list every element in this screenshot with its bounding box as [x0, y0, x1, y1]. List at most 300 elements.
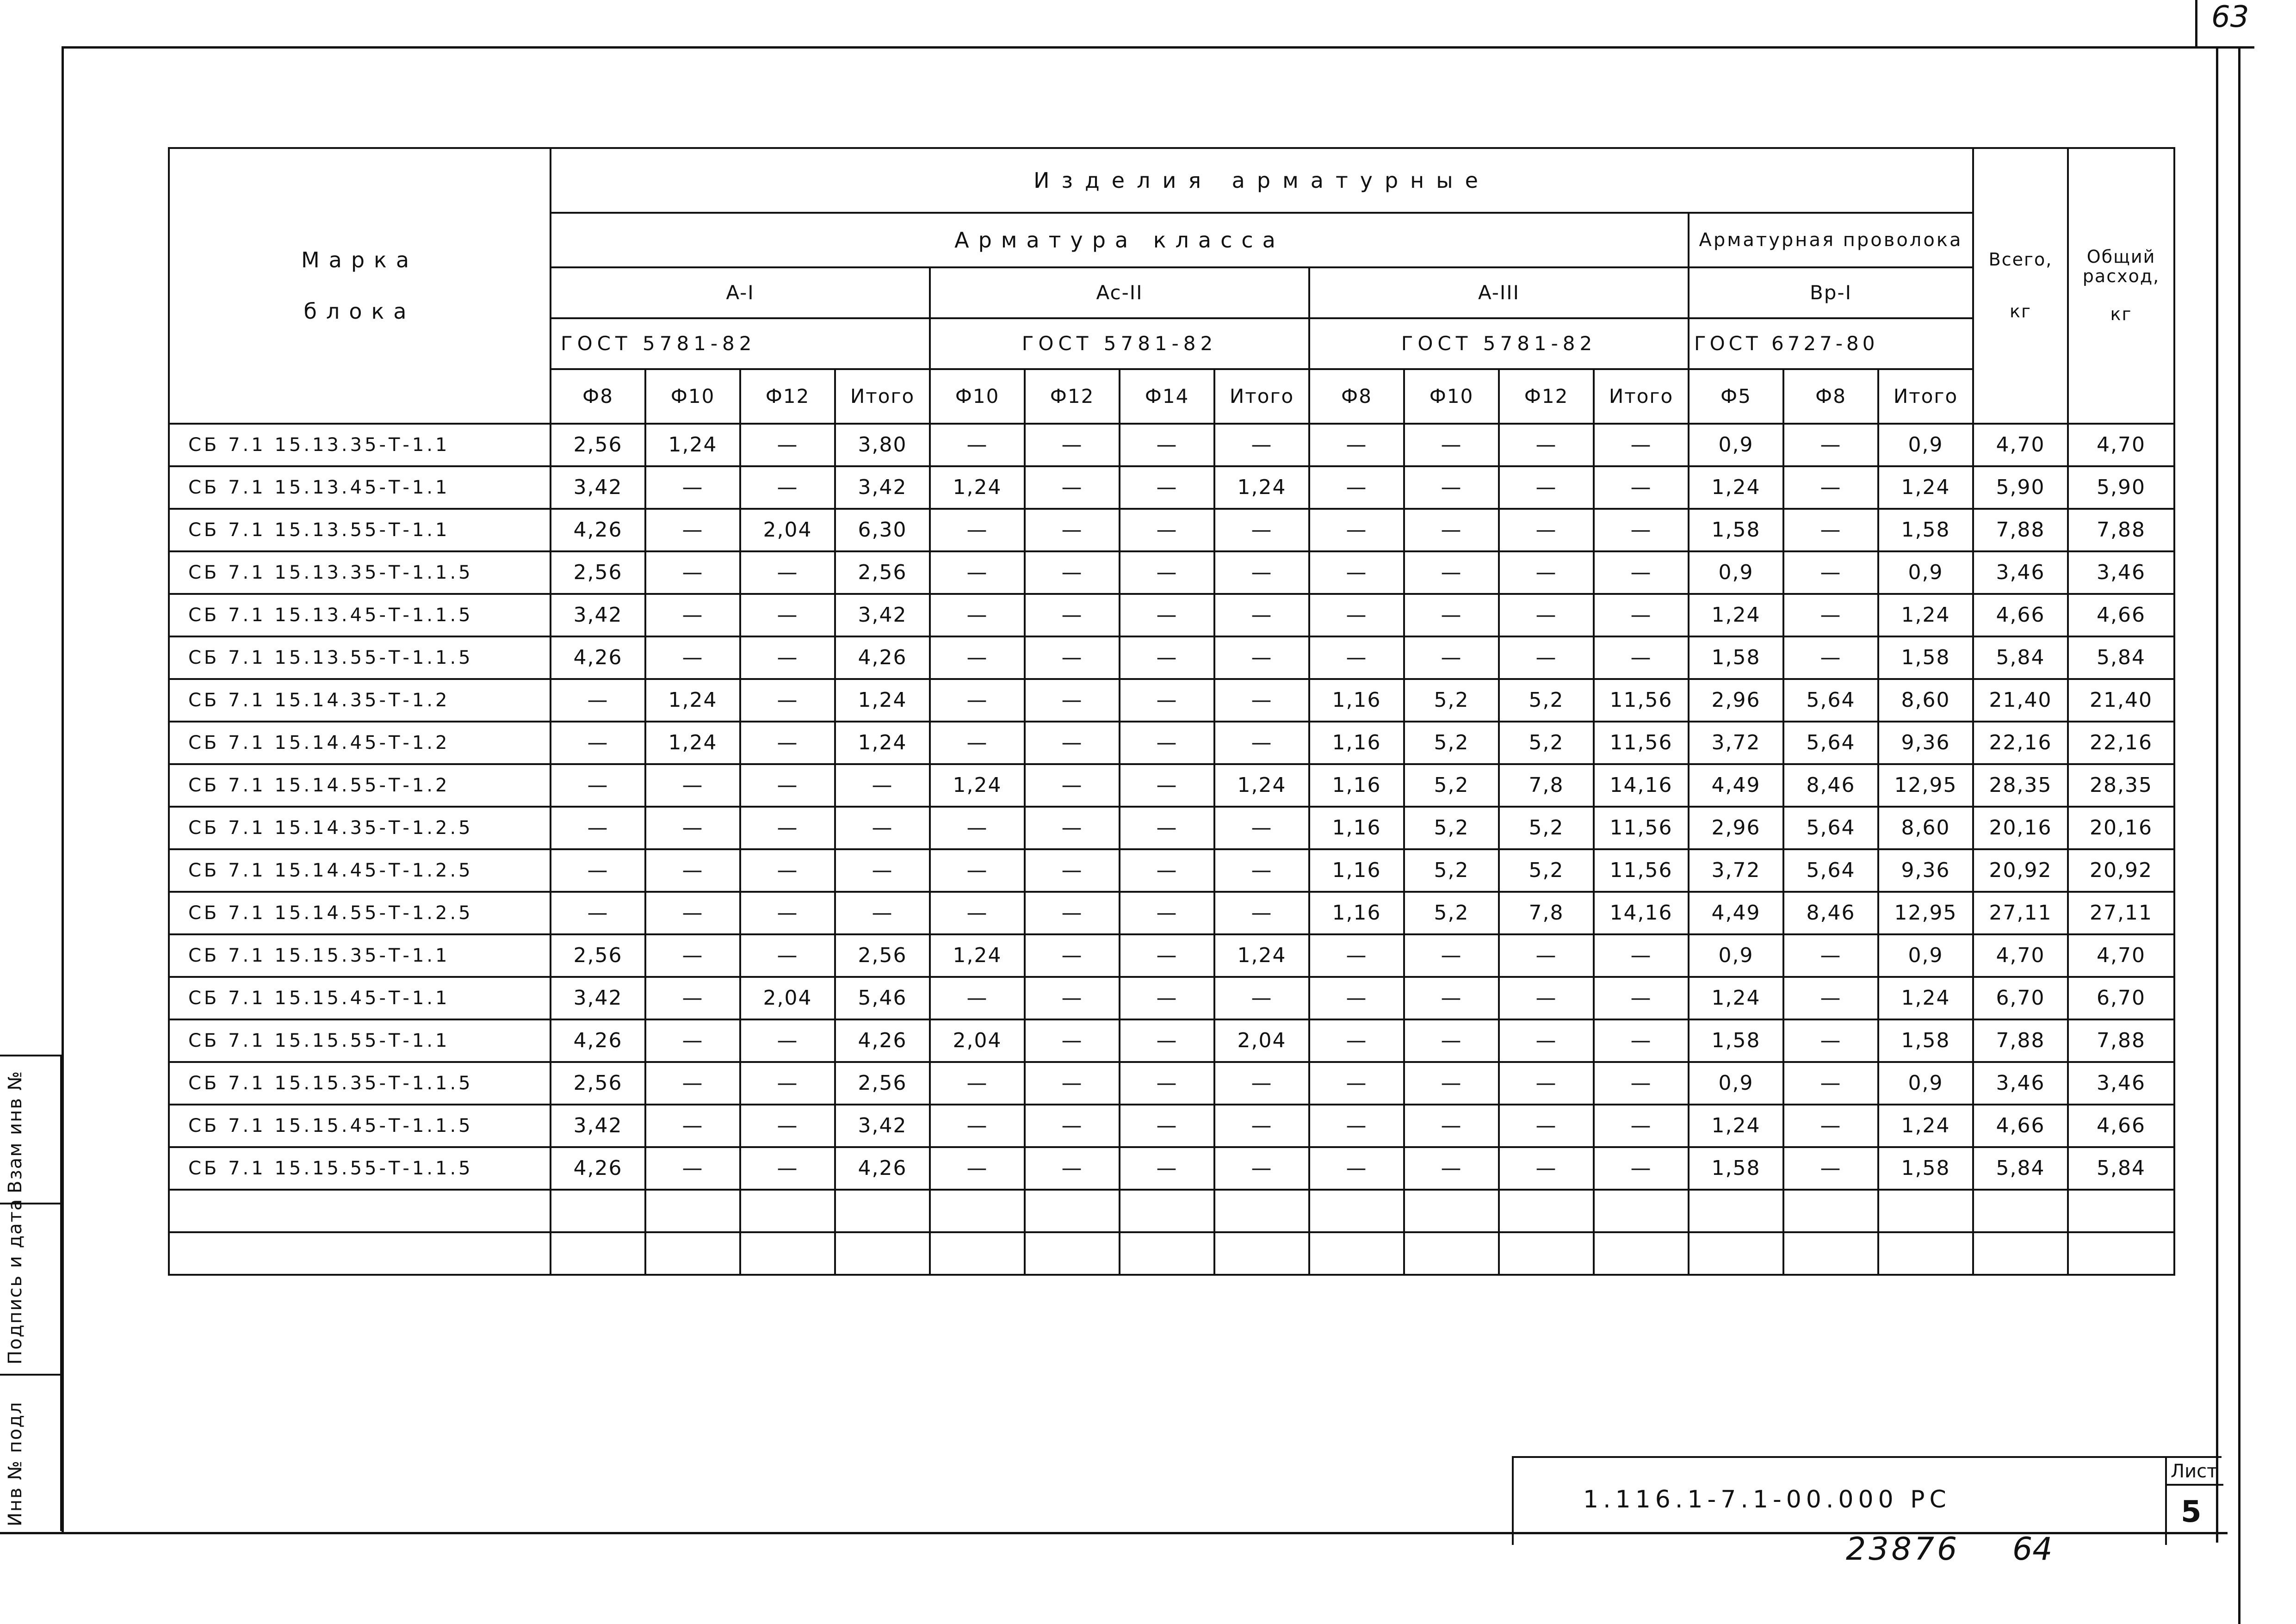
- empty-cell: [930, 1232, 1025, 1275]
- value-cell: 5,64: [1783, 722, 1878, 764]
- block-mark-cell: СБ 7.1 15.14.55-Т-1.2.5: [169, 892, 551, 934]
- value-cell: —: [1214, 807, 1309, 849]
- value-cell: —: [740, 849, 835, 892]
- empty-cell: [835, 1190, 930, 1232]
- value-cell: —: [930, 594, 1025, 636]
- value-cell: —: [1025, 466, 1120, 509]
- value-cell: 21,40: [1973, 679, 2068, 722]
- col-header: Итого: [1878, 369, 1973, 424]
- value-cell: —: [1594, 594, 1689, 636]
- block-mark-cell: СБ 7.1 15.13.45-Т-1.1: [169, 466, 551, 509]
- value-cell: —: [551, 849, 645, 892]
- value-cell: —: [1309, 424, 1404, 466]
- value-cell: —: [740, 764, 835, 807]
- value-cell: —: [1309, 551, 1404, 594]
- overall-header-unit: кг: [2110, 303, 2132, 324]
- block-mark-cell: СБ 7.1 15.14.35-Т-1.2.5: [169, 807, 551, 849]
- value-cell: 4,49: [1689, 764, 1783, 807]
- value-cell: —: [1499, 551, 1594, 594]
- value-cell: 0,9: [1878, 551, 1973, 594]
- value-cell: —: [930, 509, 1025, 551]
- value-cell: —: [645, 764, 740, 807]
- value-cell: —: [835, 764, 930, 807]
- value-cell: 1,24: [1689, 594, 1783, 636]
- value-cell: —: [1025, 1019, 1120, 1062]
- value-cell: —: [835, 892, 930, 934]
- value-cell: 1,24: [1214, 466, 1309, 509]
- group-class-a1: A-I: [551, 267, 930, 318]
- value-cell: —: [1594, 1105, 1689, 1147]
- value-cell: —: [740, 722, 835, 764]
- value-cell: 4,26: [551, 509, 645, 551]
- rebar-class-header: Арматура класса: [551, 213, 1689, 267]
- value-cell: 27,11: [1973, 892, 2068, 934]
- value-cell: —: [1025, 892, 1120, 934]
- value-cell: 4,26: [551, 636, 645, 679]
- value-cell: —: [1499, 977, 1594, 1019]
- value-cell: —: [645, 509, 740, 551]
- value-cell: 1,16: [1309, 849, 1404, 892]
- value-cell: 5,2: [1499, 807, 1594, 849]
- overall-header-label: Общий расход,: [2082, 247, 2160, 287]
- value-cell: 8,60: [1878, 807, 1973, 849]
- value-cell: —: [1594, 977, 1689, 1019]
- table-row: [169, 722, 2174, 764]
- outer-right-line: [2238, 46, 2240, 1624]
- value-cell: —: [1214, 977, 1309, 1019]
- value-cell: 5,2: [1404, 892, 1499, 934]
- group-class-ac2: Ac-II: [930, 267, 1309, 318]
- value-cell: 1,58: [1878, 1019, 1973, 1062]
- empty-cell: [1309, 1190, 1404, 1232]
- group-gost-ac2: ГОСТ 5781-82: [930, 318, 1309, 369]
- empty-cell: [1214, 1190, 1309, 1232]
- value-cell: 3,42: [551, 466, 645, 509]
- table-row: [169, 1019, 2174, 1062]
- value-cell: 5,64: [1783, 679, 1878, 722]
- value-cell: 3,72: [1689, 722, 1783, 764]
- value-cell: —: [930, 807, 1025, 849]
- value-cell: —: [1214, 636, 1309, 679]
- value-cell: —: [1783, 636, 1878, 679]
- value-cell: —: [1783, 594, 1878, 636]
- value-cell: —: [1309, 466, 1404, 509]
- value-cell: 1,24: [1214, 764, 1309, 807]
- value-cell: —: [1120, 1062, 1214, 1105]
- value-cell: —: [1120, 636, 1214, 679]
- value-cell: 4,70: [1973, 424, 2068, 466]
- value-cell: 1,16: [1309, 807, 1404, 849]
- value-cell: —: [1594, 466, 1689, 509]
- value-cell: —: [1404, 594, 1499, 636]
- value-cell: 22,16: [1973, 722, 2068, 764]
- value-cell: —: [1025, 636, 1120, 679]
- value-cell: 0,9: [1878, 1062, 1973, 1105]
- value-cell: —: [1783, 934, 1878, 977]
- value-cell: 11,56: [1594, 722, 1689, 764]
- empty-cell: [1783, 1232, 1878, 1275]
- col-header: Ф8: [1783, 369, 1878, 424]
- value-cell: 5,46: [835, 977, 930, 1019]
- value-cell: —: [1499, 1062, 1594, 1105]
- mark-header-line1: Марка: [301, 247, 419, 273]
- value-cell: 28,35: [2068, 764, 2174, 807]
- value-cell: 1,24: [835, 722, 930, 764]
- mark-header-cell: [169, 148, 551, 424]
- value-cell: —: [1499, 424, 1594, 466]
- value-cell: —: [1120, 764, 1214, 807]
- value-cell: 4,26: [551, 1147, 645, 1190]
- value-cell: —: [1499, 934, 1594, 977]
- value-cell: —: [645, 892, 740, 934]
- value-cell: —: [1025, 509, 1120, 551]
- empty-cell: [1878, 1232, 1973, 1275]
- margin-vzam-inv: Взам инв №: [5, 1070, 26, 1193]
- value-cell: —: [930, 679, 1025, 722]
- sheet-divider: [2167, 1484, 2223, 1486]
- empty-cell: [930, 1190, 1025, 1232]
- value-cell: 5,64: [1783, 849, 1878, 892]
- group-class-a3: A-III: [1309, 267, 1689, 318]
- value-cell: —: [551, 679, 645, 722]
- value-cell: 1,58: [1689, 1019, 1783, 1062]
- value-cell: —: [1404, 466, 1499, 509]
- value-cell: —: [1309, 1062, 1404, 1105]
- table-row: [169, 977, 2174, 1019]
- value-cell: 1,58: [1878, 636, 1973, 679]
- value-cell: 1,24: [645, 424, 740, 466]
- value-cell: —: [1025, 807, 1120, 849]
- value-cell: —: [1214, 849, 1309, 892]
- empty-cell: [1120, 1232, 1214, 1275]
- value-cell: —: [740, 594, 835, 636]
- value-cell: 5,84: [1973, 1147, 2068, 1190]
- value-cell: —: [1025, 977, 1120, 1019]
- value-cell: 1,16: [1309, 892, 1404, 934]
- value-cell: 5,90: [1973, 466, 2068, 509]
- value-cell: 1,58: [1878, 509, 1973, 551]
- empty-cell: [1025, 1232, 1120, 1275]
- value-cell: —: [1404, 1105, 1499, 1147]
- value-cell: —: [1025, 1062, 1120, 1105]
- col-header: Ф8: [1309, 369, 1404, 424]
- value-cell: —: [1309, 1147, 1404, 1190]
- value-cell: —: [1594, 1019, 1689, 1062]
- value-cell: 12,95: [1878, 764, 1973, 807]
- sheet-label: Лист: [2171, 1461, 2218, 1482]
- value-cell: —: [1025, 1105, 1120, 1147]
- title-stamp: [1512, 1456, 2222, 1545]
- col-header: Ф12: [1499, 369, 1594, 424]
- value-cell: —: [1783, 551, 1878, 594]
- value-cell: 1,24: [930, 934, 1025, 977]
- block-mark-cell: СБ 7.1 15.15.45-Т-1.1.5: [169, 1105, 551, 1147]
- value-cell: —: [1214, 722, 1309, 764]
- block-mark-cell: СБ 7.1 15.15.35-Т-1.1.5: [169, 1062, 551, 1105]
- value-cell: —: [645, 1062, 740, 1105]
- empty-cell: [1404, 1232, 1499, 1275]
- empty-cell: [1309, 1232, 1404, 1275]
- group-class-vr1: Вр-I: [1689, 267, 1973, 318]
- empty-cell: [740, 1232, 835, 1275]
- value-cell: —: [930, 892, 1025, 934]
- value-cell: —: [930, 849, 1025, 892]
- value-cell: 1,24: [930, 466, 1025, 509]
- value-cell: —: [1120, 892, 1214, 934]
- value-cell: —: [1214, 424, 1309, 466]
- value-cell: 4,26: [835, 1019, 930, 1062]
- col-header: Ф10: [1404, 369, 1499, 424]
- empty-cell: [2068, 1232, 2174, 1275]
- corner-page-number: 63: [2211, 0, 2249, 34]
- value-cell: 27,11: [2068, 892, 2174, 934]
- value-cell: 4,49: [1689, 892, 1783, 934]
- value-cell: 1,24: [835, 679, 930, 722]
- value-cell: 1,24: [645, 679, 740, 722]
- value-cell: 20,92: [2068, 849, 2174, 892]
- value-cell: 7,88: [1973, 1019, 2068, 1062]
- value-cell: —: [645, 1105, 740, 1147]
- value-cell: —: [645, 977, 740, 1019]
- value-cell: 9,36: [1878, 849, 1973, 892]
- value-cell: 6,70: [2068, 977, 2174, 1019]
- value-cell: —: [930, 1062, 1025, 1105]
- value-cell: —: [1404, 509, 1499, 551]
- value-cell: 4,66: [2068, 594, 2174, 636]
- value-cell: —: [1404, 1147, 1499, 1190]
- value-cell: —: [1783, 1147, 1878, 1190]
- empty-cell: [1689, 1190, 1783, 1232]
- empty-cell: [1214, 1232, 1309, 1275]
- value-cell: —: [1594, 636, 1689, 679]
- value-cell: —: [1594, 934, 1689, 977]
- value-cell: —: [740, 892, 835, 934]
- empty-cell: [1973, 1190, 2068, 1232]
- table-row: [169, 849, 2174, 892]
- value-cell: —: [1309, 1019, 1404, 1062]
- value-cell: —: [1783, 1105, 1878, 1147]
- value-cell: 1,24: [1689, 1105, 1783, 1147]
- value-cell: —: [645, 1147, 740, 1190]
- value-cell: —: [740, 1147, 835, 1190]
- value-cell: 20,92: [1973, 849, 2068, 892]
- table-row: [169, 509, 2174, 551]
- value-cell: —: [930, 1105, 1025, 1147]
- value-cell: —: [1025, 1147, 1120, 1190]
- block-mark-cell: СБ 7.1 15.14.35-Т-1.2: [169, 679, 551, 722]
- value-cell: 8,60: [1878, 679, 1973, 722]
- value-cell: —: [1309, 934, 1404, 977]
- value-cell: —: [740, 807, 835, 849]
- value-cell: —: [1120, 722, 1214, 764]
- value-cell: 7,88: [2068, 1019, 2174, 1062]
- value-cell: 5,2: [1404, 807, 1499, 849]
- value-cell: —: [1404, 977, 1499, 1019]
- value-cell: 2,04: [1214, 1019, 1309, 1062]
- value-cell: 3,42: [835, 466, 930, 509]
- value-cell: 14,16: [1594, 764, 1689, 807]
- value-cell: —: [1499, 1147, 1594, 1190]
- table-row: [169, 636, 2174, 679]
- value-cell: 2,96: [1689, 679, 1783, 722]
- table-row: [169, 934, 2174, 977]
- total-header-unit: кг: [2010, 301, 2031, 321]
- sheet-number: 5: [2181, 1495, 2202, 1529]
- empty-cell: [1499, 1232, 1594, 1275]
- value-cell: 2,56: [551, 551, 645, 594]
- value-cell: —: [1783, 466, 1878, 509]
- value-cell: 6,30: [835, 509, 930, 551]
- value-cell: —: [1120, 807, 1214, 849]
- table-row: [169, 892, 2174, 934]
- value-cell: —: [1499, 466, 1594, 509]
- col-header: Ф10: [645, 369, 740, 424]
- table-row: [169, 424, 2174, 466]
- total-header-cell: [1973, 148, 2068, 424]
- value-cell: —: [1309, 594, 1404, 636]
- value-cell: 3,80: [835, 424, 930, 466]
- value-cell: —: [930, 551, 1025, 594]
- value-cell: —: [1783, 977, 1878, 1019]
- value-cell: —: [1025, 424, 1120, 466]
- value-cell: 1,24: [645, 722, 740, 764]
- rebar-specification-table: [168, 147, 2175, 1276]
- value-cell: 5,2: [1404, 722, 1499, 764]
- value-cell: —: [1214, 551, 1309, 594]
- value-cell: —: [740, 424, 835, 466]
- empty-cell: [1594, 1232, 1689, 1275]
- value-cell: —: [1783, 509, 1878, 551]
- overall-header-cell: [2068, 148, 2174, 424]
- value-cell: —: [930, 636, 1025, 679]
- table-row: [169, 1062, 2174, 1105]
- value-cell: —: [1594, 1147, 1689, 1190]
- value-cell: —: [930, 424, 1025, 466]
- value-cell: 4,26: [835, 1147, 930, 1190]
- value-cell: 2,56: [835, 934, 930, 977]
- value-cell: 1,58: [1878, 1147, 1973, 1190]
- value-cell: 3,46: [2068, 1062, 2174, 1105]
- value-cell: —: [740, 679, 835, 722]
- margin-inv-podl: Инв № подл: [5, 1401, 26, 1526]
- value-cell: —: [740, 466, 835, 509]
- value-cell: 11,56: [1594, 807, 1689, 849]
- value-cell: —: [645, 466, 740, 509]
- value-cell: 2,56: [551, 934, 645, 977]
- frame-top-line: [62, 46, 2254, 49]
- value-cell: 3,46: [2068, 551, 2174, 594]
- value-cell: —: [1499, 594, 1594, 636]
- document-code: 1.116.1-7.1-00.000 РС: [1583, 1486, 1951, 1513]
- value-cell: 5,2: [1499, 722, 1594, 764]
- value-cell: —: [1120, 1019, 1214, 1062]
- handwritten-page-number: 64: [2012, 1531, 2053, 1568]
- value-cell: 1,58: [1689, 1147, 1783, 1190]
- value-cell: —: [1309, 636, 1404, 679]
- value-cell: —: [1214, 594, 1309, 636]
- value-cell: —: [1120, 679, 1214, 722]
- value-cell: —: [1783, 424, 1878, 466]
- block-mark-cell: СБ 7.1 15.15.35-Т-1.1: [169, 934, 551, 977]
- empty-cell: [1120, 1190, 1214, 1232]
- value-cell: —: [1594, 424, 1689, 466]
- value-cell: —: [1404, 1062, 1499, 1105]
- value-cell: 4,70: [1973, 934, 2068, 977]
- value-cell: 7,8: [1499, 892, 1594, 934]
- value-cell: 0,9: [1689, 1062, 1783, 1105]
- value-cell: —: [1214, 679, 1309, 722]
- group-gost-vr1: ГОСТ 6727-80: [1689, 318, 1973, 369]
- value-cell: 1,58: [1689, 509, 1783, 551]
- empty-table-row: [169, 1232, 2174, 1275]
- value-cell: 2,04: [740, 509, 835, 551]
- value-cell: 1,24: [1878, 977, 1973, 1019]
- value-cell: 20,16: [2068, 807, 2174, 849]
- block-mark-cell: СБ 7.1 15.15.55-Т-1.1: [169, 1019, 551, 1062]
- value-cell: —: [740, 1105, 835, 1147]
- value-cell: 6,70: [1973, 977, 2068, 1019]
- value-cell: —: [1120, 849, 1214, 892]
- value-cell: 0,9: [1689, 934, 1783, 977]
- value-cell: 11,56: [1594, 679, 1689, 722]
- value-cell: 2,04: [930, 1019, 1025, 1062]
- wire-header: Арматурная проволока: [1689, 213, 1973, 267]
- value-cell: 0,9: [1878, 424, 1973, 466]
- value-cell: —: [1120, 977, 1214, 1019]
- value-cell: —: [645, 551, 740, 594]
- block-mark-cell: СБ 7.1 15.14.45-Т-1.2: [169, 722, 551, 764]
- value-cell: 3,46: [1973, 551, 2068, 594]
- value-cell: —: [1499, 636, 1594, 679]
- value-cell: —: [1025, 679, 1120, 722]
- col-header: Итого: [835, 369, 930, 424]
- value-cell: —: [1499, 1105, 1594, 1147]
- value-cell: —: [740, 1062, 835, 1105]
- margin-sign-date: Подпись и дата: [5, 1198, 26, 1365]
- empty-cell: [551, 1232, 645, 1275]
- value-cell: 1,24: [1878, 594, 1973, 636]
- value-cell: —: [1025, 849, 1120, 892]
- value-cell: —: [1499, 509, 1594, 551]
- corner-box-left-line: [2195, 0, 2197, 49]
- value-cell: —: [1214, 1062, 1309, 1105]
- value-cell: 5,2: [1499, 679, 1594, 722]
- value-cell: 5,64: [1783, 807, 1878, 849]
- empty-cell: [169, 1232, 551, 1275]
- total-header-label: Всего,: [1988, 249, 2053, 270]
- value-cell: —: [551, 892, 645, 934]
- value-cell: 1,24: [1214, 934, 1309, 977]
- value-cell: —: [551, 807, 645, 849]
- value-cell: —: [930, 977, 1025, 1019]
- empty-cell: [1878, 1190, 1973, 1232]
- value-cell: —: [1214, 1105, 1309, 1147]
- col-header: Ф12: [1025, 369, 1120, 424]
- table-row: [169, 1147, 2174, 1190]
- value-cell: 3,42: [551, 594, 645, 636]
- sheet-box: [2165, 1458, 2223, 1545]
- block-mark-cell: СБ 7.1 15.13.55-Т-1.1: [169, 509, 551, 551]
- empty-cell: [1404, 1190, 1499, 1232]
- value-cell: 2,96: [1689, 807, 1783, 849]
- value-cell: —: [1404, 551, 1499, 594]
- value-cell: 3,42: [551, 1105, 645, 1147]
- empty-cell: [645, 1190, 740, 1232]
- value-cell: 8,46: [1783, 764, 1878, 807]
- value-cell: —: [1214, 892, 1309, 934]
- value-cell: —: [930, 722, 1025, 764]
- value-cell: —: [1025, 764, 1120, 807]
